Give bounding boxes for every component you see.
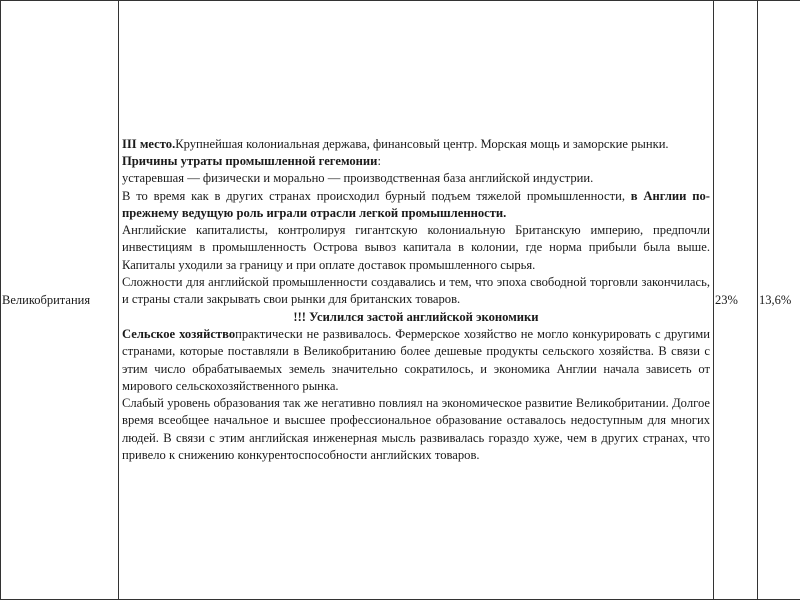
rank-label: III место.	[122, 136, 176, 151]
agriculture-label: Сельское хозяйство	[122, 326, 236, 341]
agriculture-text: практически не развивалось. Фермерское хозяйство не могло конкурировать с другими странами, которые поставляли в Великобританию более дешевые продукты сельского хозяйства. В связи с этим число обрабатываемых земель значительно сократилось, и экономика Англии начала зависеть от мирового сельскохозяйственного рынка.	[122, 326, 710, 393]
table-row	[1, 1, 800, 600]
paragraph-free-trade: Сложности для английской промышленности создавались и тем, что эпоха свободной торговли закончилась, и страны стали закрывать свои рынки для британских товаров.	[122, 275, 710, 307]
rank-text: Крупнейшая колониальная держава, финансовый центр. Морская мощь и заморские рынки.	[175, 136, 669, 151]
reasons-heading: Причины утраты промышленной гегемонии	[122, 153, 378, 168]
percent-cell-2: 13,6%	[758, 1, 800, 600]
paragraph-heavy-industry	[122, 188, 710, 223]
reasons-colon: :	[377, 153, 381, 168]
paragraph-stagnation: !!! Усилился застой английской экономики	[293, 309, 539, 324]
paragraph-rank	[122, 136, 710, 153]
heavy-industry-text: В то время как в других странах происходил бурный подъем тяжелой промышленности,	[122, 188, 625, 203]
percent-cell-1: 23%	[714, 1, 758, 600]
paragraph-reasons-heading	[122, 153, 710, 170]
light-industry-bold: в Англии по-прежнему ведущую роль играли отрасли легкой промышленности.	[122, 188, 710, 220]
paragraph-education: Слабый уровень образования так же негативно повлиял на экономическое развитие Великобритании. Долгое время всеобщее начальное и высшее профессиональное образование оставалось недоступным для многих людей. В связи с этим английская инженерная мысль развивалась гораздо хуже, чем в других странах, что привело к снижению конкурентоспособности английских товаров.	[122, 396, 710, 463]
paragraph-capital-export: Английские капиталисты, контролируя гигантскую колониальную Британскую империю, предпочли инвестициям в промышленность Острова вывоз капитала в колонии, где норма прибыли была выше. Капиталы уходили за границу и при оплате доставок промышленного сырья.	[122, 223, 710, 272]
paragraph-outdated-base: устаревшая — физически и морально — производственная база английской индустрии.	[122, 171, 594, 186]
paragraph-agriculture	[122, 326, 710, 395]
description-cell	[119, 1, 714, 600]
country-cell: Великобритания	[1, 1, 119, 600]
